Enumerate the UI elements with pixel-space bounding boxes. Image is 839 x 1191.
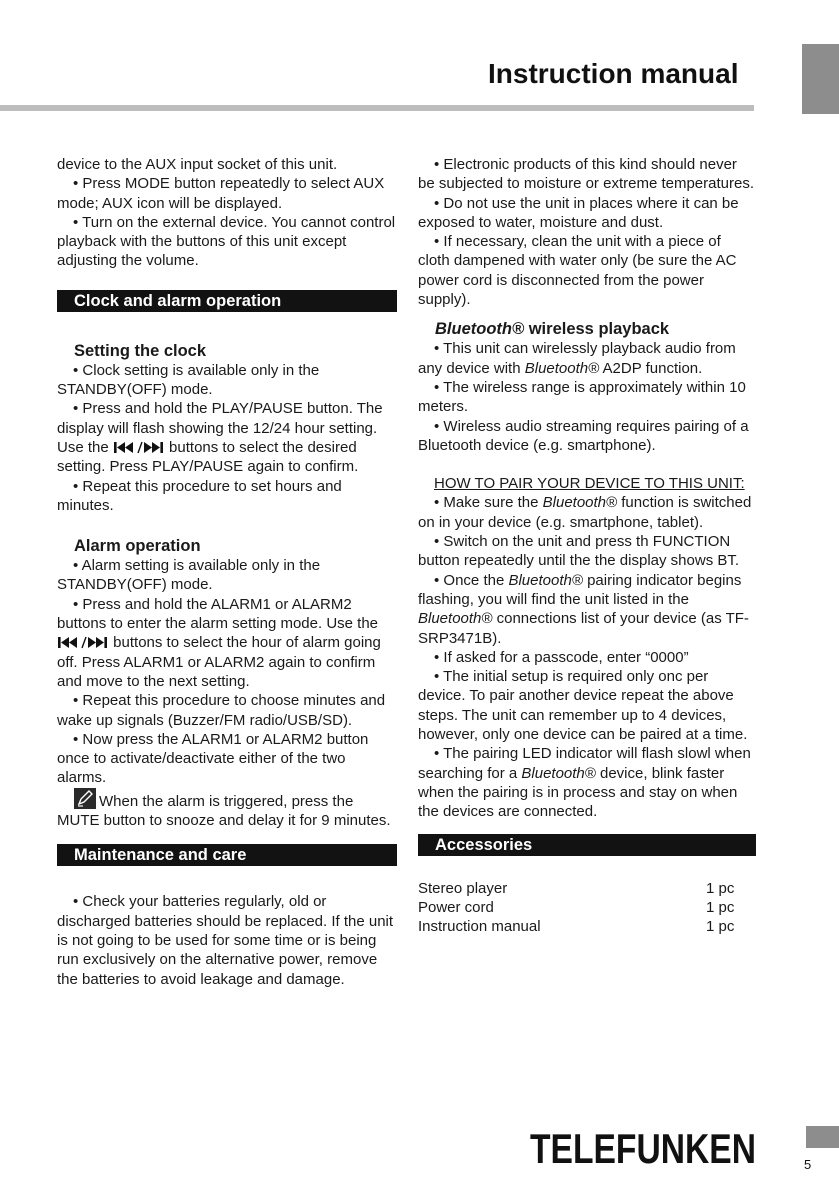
pair-s2: • Switch on the unit and press th FUNCTION button repeatedly until the the display shows BT. xyxy=(418,533,740,570)
skip-prev-next-icon xyxy=(57,636,109,649)
intro-bullet-external: • Turn on the external device. You cannot control playback with the buttons of this unit except adjusting the volume. xyxy=(57,213,396,270)
right-column xyxy=(418,155,756,936)
skip-prev-next-icon xyxy=(113,441,165,454)
pair-s1: • Make sure the Bluetooth® function is switched on in your device (e.g. smartphone, tablet). xyxy=(418,494,752,531)
page-number: 5 xyxy=(804,1157,812,1172)
bt-p1: • This unit can wirelessly playback audio from any device with Bluetooth® A2DP function. xyxy=(418,340,736,377)
alarm-p4: • Now press the ALARM1 or ALARM2 button once to activate/deactivate either of the two alarms. xyxy=(57,730,369,787)
clock-p1: • Clock setting is available only in the STANDBY(OFF) mode. xyxy=(57,361,320,399)
setting-clock-heading: Setting the clock xyxy=(74,341,207,360)
care-p3: • If necessary, clean the unit with a piece of cloth dampened with water only (be sure the AC power cord is disconnected from the power supply). xyxy=(418,233,737,309)
section-clock-alarm: Clock and alarm operation xyxy=(57,290,397,312)
bluetooth-heading: Bluetooth® wireless playback xyxy=(435,320,670,339)
left-column xyxy=(57,155,397,989)
note-pencil-icon xyxy=(74,788,96,809)
section-accessories: Accessories xyxy=(418,834,756,856)
edge-tab-bottom xyxy=(806,1126,839,1148)
maintenance-p1: • Check your batteries regularly, old or discharged batteries should be replaced. If the unit is not going to be used for some time or is being run exclusively on the alternative power, remove the batteries to avoid leakage and damage. xyxy=(57,893,394,988)
pair-s3: • Once the Bluetooth® pairing indicator begins flashing, you will find the unit listed in the Bluetooth® connections list of your device (as TF-SRP3471B). xyxy=(418,571,749,647)
alarm-note: When the alarm is triggered, press the MUTE button to snooze and delay it for 9 minutes. xyxy=(57,788,397,831)
clock-p3: • Repeat this procedure to set hours and minutes. xyxy=(57,477,342,514)
pair-heading: HOW TO PAIR YOUR DEVICE TO THIS UNIT: xyxy=(434,475,745,493)
care-p1: • Electronic products of this kind should never be subjected to moisture or extreme temperatures. xyxy=(418,156,754,193)
header-rule xyxy=(0,105,754,111)
care-p2: • Do not use the unit in places where it can be exposed to water, moisture and dust. xyxy=(418,194,739,231)
alarm-p1: • Alarm setting is available only in the STANDBY(OFF) mode. xyxy=(57,557,321,594)
bt-p2: • The wireless range is approximately within 10 meters. xyxy=(418,378,746,416)
brand-logo-text: TELEFUNKEN xyxy=(530,1128,756,1168)
brand-logo xyxy=(530,1128,756,1168)
pair-s5: • The initial setup is required only onc per device. To pair another device repeat the above steps. The unit can remember up to 4 devices, however, only one device can be paired at a time. xyxy=(418,668,748,744)
pair-s6: • The pairing LED indicator will flash slowl when searching for a Bluetooth® device, blink faster when the pairing is in process and stay on when the devices are connected. xyxy=(418,745,751,821)
page-title: Instruction manual xyxy=(488,58,739,89)
bt-p3: • Wireless audio streaming requires pairing of a Bluetooth device (e.g. smartphone). xyxy=(418,417,749,454)
section-maintenance: Maintenance and care xyxy=(57,844,397,866)
alarm-p3: • Repeat this procedure to choose minutes and wake up signals (Buzzer/FM radio/USB/SD). xyxy=(57,692,386,729)
edge-tab-top xyxy=(802,44,839,114)
clock-p2: • Press and hold the PLAY/PAUSE button. The display will flash showing the 12/24 hour setting. Use the buttons to select the desired setting. Press PLAY/PAUSE again to confirm. xyxy=(57,400,383,476)
alarm-heading: Alarm operation xyxy=(74,537,201,556)
accessory-row: Instruction manual 1 pc xyxy=(418,918,735,936)
intro-bullet-mode: • Press MODE button repeatedly to select AUX mode; AUX icon will be displayed. xyxy=(57,175,385,212)
pair-s4: • If asked for a passcode, enter “0000” xyxy=(434,648,689,666)
accessory-row: Stereo player 1 pc xyxy=(418,879,735,897)
intro-line-1: device to the AUX input socket of this unit. xyxy=(57,156,338,173)
alarm-p2: • Press and hold the ALARM1 or ALARM2 buttons to enter the alarm setting mode. Use the buttons to select the hour of alarm going off. Press ALARM1 or ALARM2 again to confirm and move to the next setting. xyxy=(57,595,381,690)
accessory-row: Power cord 1 pc xyxy=(418,898,735,916)
